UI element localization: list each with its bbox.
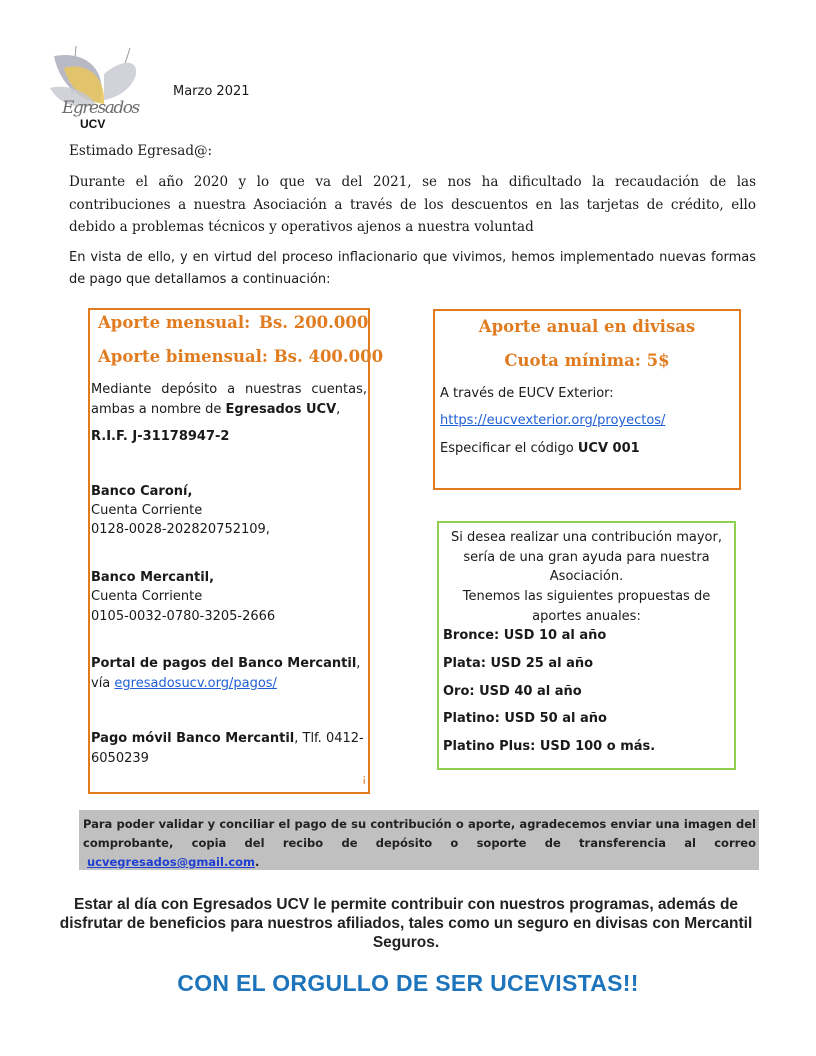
- eucv-via: A través de EUCV Exterior:: [440, 386, 614, 401]
- deposit-text: Mediante depósito a nuestras cuentas, ambas a nombre de: [91, 382, 367, 417]
- deposit-instructions: [91, 380, 367, 419]
- portal-line: [91, 654, 367, 674]
- notice-email-link[interactable]: ucvegresados@gmail.com: [87, 855, 256, 869]
- logo-wordmark: Egresados: [62, 98, 139, 118]
- bimonthly-fee: Aporte bimensual: Bs. 400.000: [98, 347, 384, 366]
- contribution-intro2: Tenemos las siguientes propuestas de aportes anuales:: [462, 589, 711, 624]
- account-holder: Egresados UCV: [225, 401, 337, 417]
- bank1-name: Banco Caroní,: [91, 484, 193, 499]
- notice-end: .: [255, 855, 260, 869]
- tier-bronze: Bronce: USD 10 al año: [443, 628, 607, 643]
- code-label: Especificar el código: [440, 441, 574, 456]
- portal-link[interactable]: egresadosucv.org/pagos/: [114, 676, 277, 691]
- annual-foreign-title: Aporte anual en divisas: [478, 317, 696, 336]
- logo-ucv-label: UCV: [80, 117, 106, 131]
- portal-link-line: [91, 674, 277, 694]
- eucv-link[interactable]: https://eucvexterior.org/proyectos/: [440, 413, 666, 428]
- closing-message: Estar al día con Egresados UCV le permite contribuir con nuestros programas, además de disfrutar de beneficios para nuestros afiliados, tales como un seguro en divisas con Mercantil Seguros.: [59, 896, 753, 951]
- bank2-account-number: 0105-0032-0780-3205-2666: [91, 609, 276, 624]
- rif-number: R.I.F. J-31178947-2: [91, 429, 230, 444]
- contribution-intro: Si desea realizar una contribución mayor, sería de una gran ayuda para nuestra Asociación.: [451, 530, 722, 584]
- tier-silver: Plata: USD 25 al año: [443, 656, 594, 671]
- payment-intro-paragraph: En vista de ello, y en virtud del proceso inflacionario que vivimos, hemos implementado nuevas formas de pago que detallamos a continuación:: [69, 250, 756, 287]
- mobile-payment-label: Pago móvil Banco Mercantil: [91, 731, 295, 746]
- portal-label: Portal de pagos del Banco Mercantil: [91, 656, 357, 671]
- code-line: [440, 439, 640, 459]
- corner-mark: ¡: [362, 772, 367, 785]
- tier-gold: Oro: USD 40 al año: [443, 684, 582, 699]
- payment-notice-text: Para poder validar y conciliar el pago de su contribución o aporte, agradecemos enviar una imagen del comprobante, copia del recibo de depósito o soporte de transferencia al correo: [83, 817, 756, 850]
- slogan: CON EL ORGULLO DE SER UCEVISTAS!!: [177, 970, 639, 996]
- portal-via: vía: [91, 676, 111, 691]
- bank1-account-type: Cuenta Corriente: [91, 503, 203, 518]
- mobile-payment: [91, 729, 367, 768]
- deposit-text-end: ,: [336, 401, 341, 417]
- tier-platinum: Platino: USD 50 al año: [443, 711, 607, 726]
- intro-paragraph: Durante el año 2020 y lo que va del 2021, se nos ha dificultado la recaudación de las contribuciones a nuestra Asociación a través de los descuentos en las tarjetas de crédito, ello debido a problemas técnicos y operativos ajenos a nuestra voluntad: [69, 174, 756, 235]
- bank2-account-type: Cuenta Corriente: [91, 589, 203, 604]
- code-value: UCV 001: [577, 441, 640, 456]
- bank2-name: Banco Mercantil,: [91, 570, 215, 585]
- minimum-fee: Cuota mínima: 5$: [504, 351, 670, 370]
- greeting: Estimado Egresad@:: [69, 143, 213, 159]
- monthly-fee-label: Aporte mensual:: [98, 313, 251, 332]
- mobile-payment-phone: , Tlf. 0412-6050239: [91, 731, 364, 766]
- tier-platinum-plus: Platino Plus: USD 100 o más.: [443, 739, 656, 754]
- letter-date: Marzo 2021: [173, 84, 250, 99]
- bank1-account-number: 0128-0028-202820752109,: [91, 522, 270, 537]
- portal-label-end: ,: [356, 656, 361, 671]
- payment-notice: [83, 815, 756, 872]
- monthly-fee-amount: Bs. 200.000: [259, 313, 369, 332]
